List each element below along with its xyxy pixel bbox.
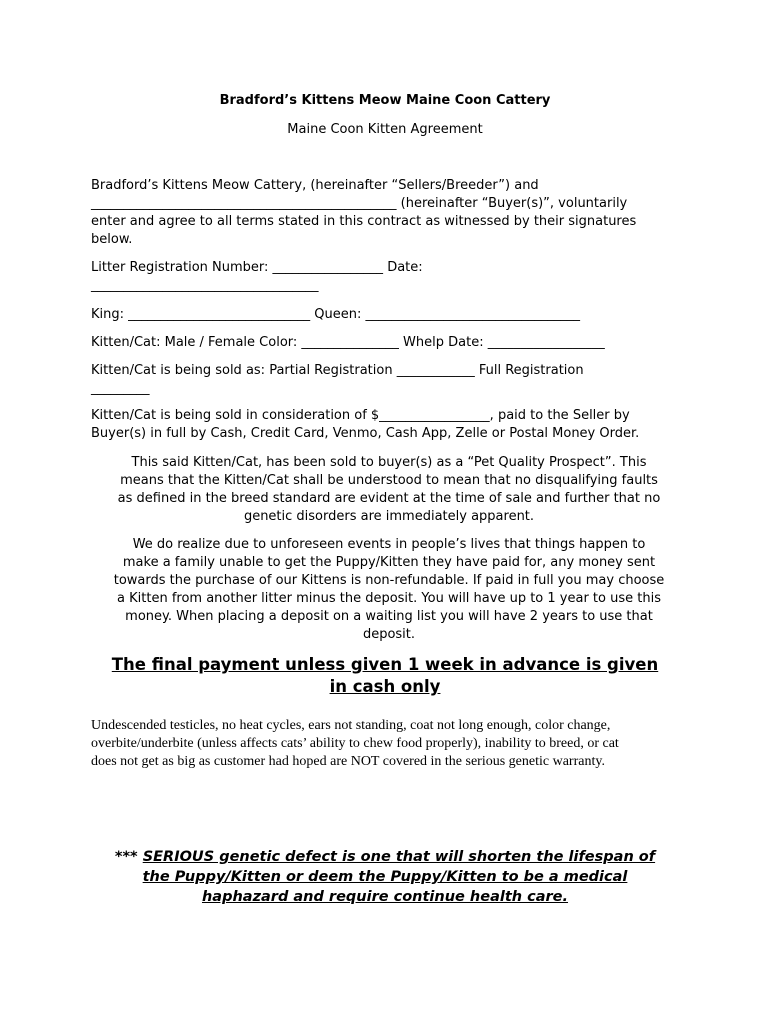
defect-line: haphazard and require continue health care.	[201, 889, 569, 905]
deposit-line: towards the purchase of our Kittens is non-refundable. If paid in full you may choose	[113, 573, 665, 588]
intro-line: _______________________________________________ (hereinafter “Buyer(s)”, voluntarily	[91, 196, 628, 211]
pet-quality-line: genetic disorders are immediately apparent.	[243, 509, 535, 524]
intro-line: Bradford’s Kittens Meow Cattery, (hereinafter “Sellers/Breeder”) and	[91, 178, 539, 193]
litter-registration	[91, 259, 687, 295]
registration-type	[91, 362, 687, 398]
pet-quality-line: means that the Kitten/Cat shall be understood to mean that no disqualifying faults	[120, 473, 658, 488]
parents-line	[91, 306, 687, 324]
registration-line: _________	[91, 381, 150, 396]
kitten-details-text: Kitten/Cat: Male / Female Color: _______________ Whelp Date: __________________	[91, 335, 605, 350]
final-payment-notice	[85, 654, 685, 698]
litter-line: Litter Registration Number: _________________ Date:	[91, 260, 423, 275]
defect-prefix: ***	[114, 849, 143, 865]
intro-line: enter and agree to all terms stated in this contract as witnessed by their signatures	[91, 214, 637, 229]
deposit-line: a Kitten from another litter minus the deposit. You will have up to 1 year to use this	[117, 591, 661, 606]
warranty-line: overbite/underbite (unless affects cats’ ability to chew food properly), inability to breed, or cat	[91, 736, 619, 751]
litter-line: ___________________________________	[91, 278, 319, 293]
document-title: Bradford’s Kittens Meow Maine Coon Cattery	[219, 93, 551, 108]
deposit-paragraph	[91, 536, 687, 644]
final-payment-line: in cash only	[329, 677, 441, 696]
pet-quality-paragraph	[91, 454, 687, 526]
deposit-line: make a family unable to get the Puppy/Kitten they have paid for, any money sent	[122, 555, 656, 570]
warranty-line: does not get as big as customer had hoped are NOT covered in the serious genetic warranty.	[91, 754, 605, 769]
defect-line	[85, 847, 685, 867]
deposit-line: deposit.	[362, 627, 416, 642]
price-paragraph	[91, 407, 687, 443]
parents-text: King: ____________________________ Queen: _________________________________	[91, 307, 580, 322]
final-payment-line: The final payment unless given 1 week in advance is given	[111, 655, 659, 674]
pet-quality-line: as defined in the breed standard are evident at the time of sale and further that no	[117, 491, 661, 506]
serious-defect-definition	[85, 847, 685, 907]
pet-quality-line: This said Kitten/Cat, has been sold to buyer(s) as a “Pet Quality Prospect”. This	[131, 455, 647, 470]
warranty-line: Undescended testicles, no heat cycles, ears not standing, coat not long enough, color change,	[91, 718, 611, 733]
deposit-line: money. When placing a deposit on a waiting list you will have 2 years to use that	[125, 609, 653, 624]
price-line: Kitten/Cat is being sold in consideration of $_________________, paid to the Seller by	[91, 408, 630, 423]
deposit-line: We do realize due to unforeseen events in people’s lives that things happen to	[132, 537, 646, 552]
registration-line: Kitten/Cat is being sold as: Partial Registration ____________ Full Registration	[91, 363, 584, 378]
kitten-details-line	[91, 334, 687, 352]
defect-line: the Puppy/Kitten or deem the Puppy/Kitten to be a medical	[142, 869, 628, 885]
intro-paragraph	[91, 177, 687, 249]
defect-text: SERIOUS genetic defect is one that will shorten the lifespan of	[142, 849, 656, 865]
warranty-exclusions	[91, 717, 687, 771]
price-line: Buyer(s) in full by Cash, Credit Card, Venmo, Cash App, Zelle or Postal Money Order.	[91, 426, 640, 441]
document-subtitle: Maine Coon Kitten Agreement	[287, 122, 483, 137]
intro-line: below.	[91, 232, 133, 247]
